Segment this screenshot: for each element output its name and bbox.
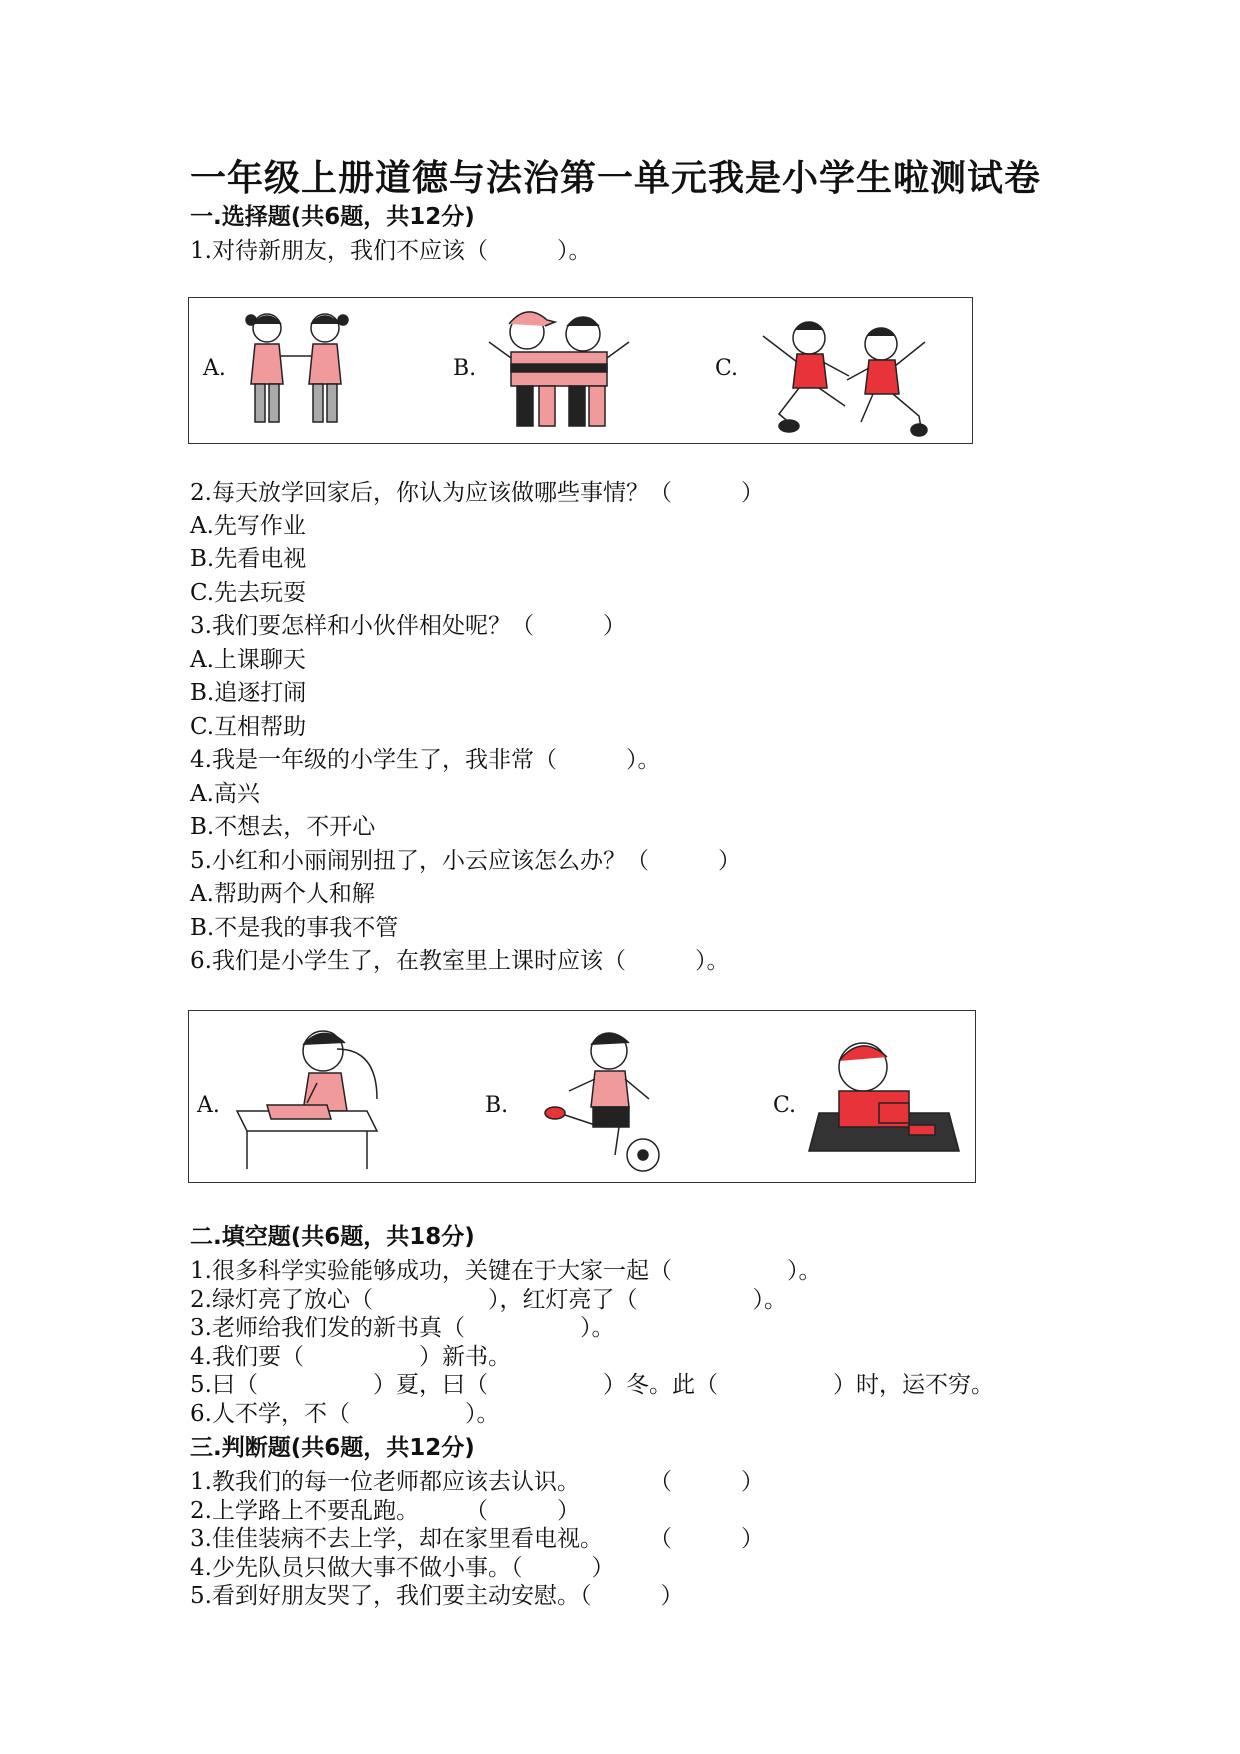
option-line: A.先写作业 bbox=[190, 513, 306, 539]
question-line: 5.曰（ ）夏，曰（ ）冬。此（ ）时，运不穷。 bbox=[190, 1372, 994, 1398]
option-line: B.先看电视 bbox=[190, 546, 307, 572]
question-line: 2.上学路上不要乱跑。 （ ） bbox=[190, 1498, 580, 1524]
option-line: B.追逐打闹 bbox=[190, 680, 307, 706]
boy-studying-illustration bbox=[227, 1019, 397, 1175]
question-line: 5.小红和小丽闹别扭了，小云应该怎么办？（ ） bbox=[190, 848, 741, 874]
question-line: 3.佳佳装病不去上学，却在家里看电视。 （ ） bbox=[190, 1526, 764, 1552]
figure-option-label: C. bbox=[715, 356, 739, 381]
question-line: 4.我们要（ ）新书。 bbox=[190, 1344, 511, 1370]
boys-arm-in-arm-illustration bbox=[479, 302, 639, 436]
question-line: 4.我是一年级的小学生了，我非常（ ）。 bbox=[190, 747, 661, 773]
section-heading-fill: 二.填空题(共6题，共18分) bbox=[190, 1224, 475, 1250]
question-line: 4.少先队员只做大事不做小事。（ ） bbox=[190, 1555, 615, 1581]
option-line: A.帮助两个人和解 bbox=[190, 881, 375, 907]
girls-holding-hands-illustration bbox=[229, 306, 369, 434]
question-line: 1.很多科学实验能够成功，关键在于大家一起（ ）。 bbox=[190, 1258, 822, 1284]
boy-sleeping-illustration bbox=[799, 1021, 965, 1171]
page-title: 一年级上册道德与法治第一单元我是小学生啦测试卷 bbox=[190, 158, 1042, 199]
section-heading-choice: 一.选择题(共6题，共12分) bbox=[190, 204, 475, 230]
figure-option-label: B. bbox=[485, 1093, 509, 1118]
figure-option-label: B. bbox=[453, 356, 477, 381]
option-line: B.不想去，不开心 bbox=[190, 814, 376, 840]
question-line: 6.人不学，不（ ）。 bbox=[190, 1401, 500, 1427]
figure-option-label: A. bbox=[197, 1093, 220, 1118]
question-line: 2.绿灯亮了放心（ ），红灯亮了（ ）。 bbox=[190, 1287, 787, 1313]
section-heading-judge: 三.判断题(共6题，共12分) bbox=[190, 1435, 475, 1461]
figure-option-label: A. bbox=[203, 356, 226, 381]
boy-kicking-ball-illustration bbox=[519, 1017, 689, 1177]
option-line: A.高兴 bbox=[190, 781, 260, 807]
option-line: B.不是我的事我不管 bbox=[190, 915, 399, 941]
question-line: 3.老师给我们发的新书真（ ）。 bbox=[190, 1315, 615, 1341]
option-line: A.上课聊天 bbox=[190, 647, 306, 673]
boys-fighting-illustration bbox=[749, 306, 949, 438]
question-line: 1.教我们的每一位老师都应该去认识。 （ ） bbox=[190, 1469, 764, 1495]
figure-option-label: C. bbox=[773, 1093, 797, 1118]
question-line: 2.每天放学回家后，你认为应该做哪些事情？（ ） bbox=[190, 480, 764, 506]
question-line: 5.看到好朋友哭了，我们要主动安慰。（ ） bbox=[190, 1583, 684, 1609]
option-line: C.互相帮助 bbox=[190, 714, 307, 740]
question-line: 6.我们是小学生了，在教室里上课时应该（ ）。 bbox=[190, 948, 730, 974]
option-line: C.先去玩耍 bbox=[190, 580, 307, 606]
question-line: 3.我们要怎样和小伙伴相处呢？（ ） bbox=[190, 613, 626, 639]
question-6-figure bbox=[188, 1010, 976, 1183]
question-line: 1.对待新朋友，我们不应该（ ）。 bbox=[190, 238, 592, 264]
question-1-figure bbox=[188, 297, 973, 444]
